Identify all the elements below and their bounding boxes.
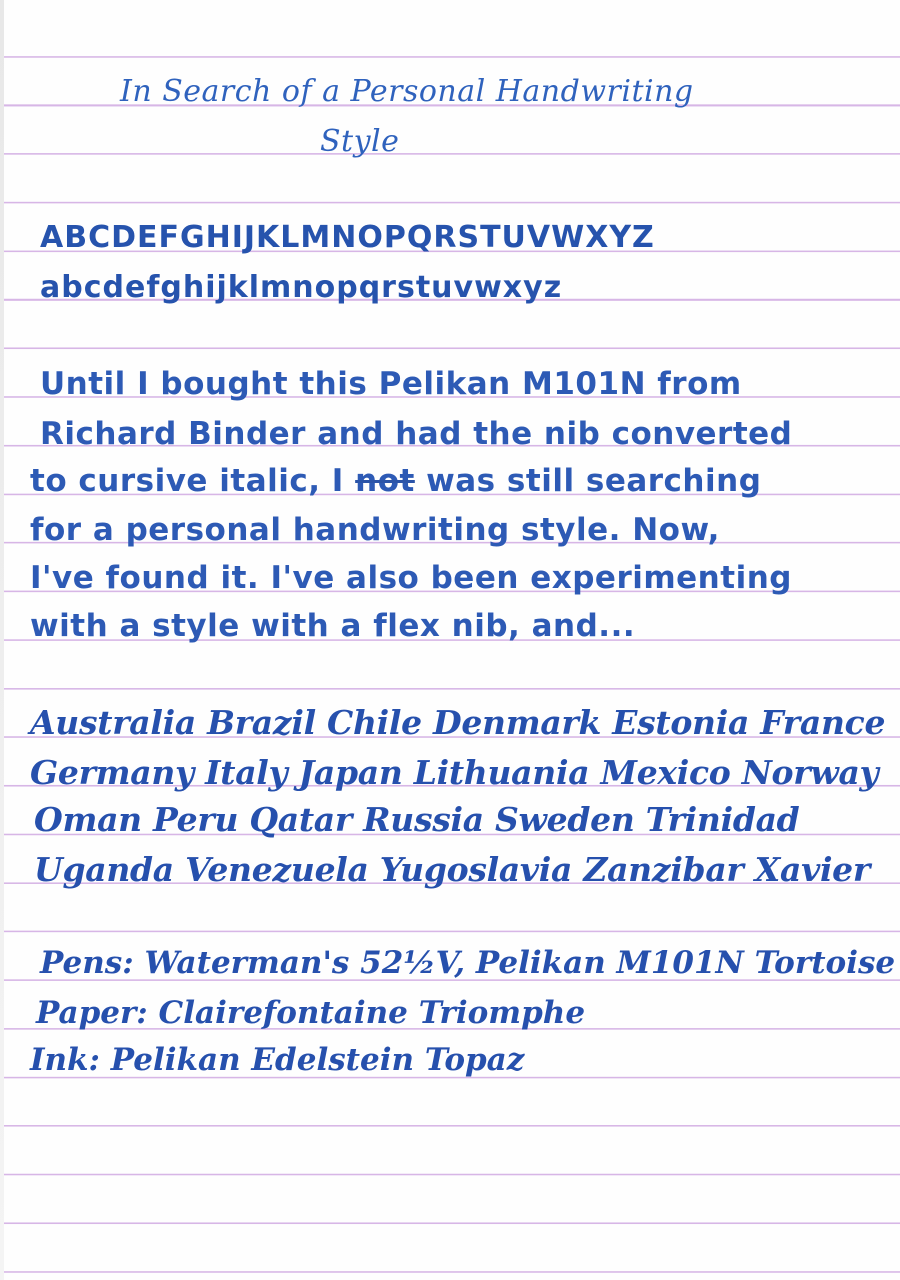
page-title-line-1: In Search of a Personal Handwriting — [120, 74, 694, 109]
pens-value: Waterman's 52½V, Pelikan M101N Tortoise — [144, 945, 896, 981]
countries-line: Uganda Venezuela Yugoslavia Zanzibar Xavier — [34, 850, 870, 889]
ink-line — [30, 1042, 524, 1078]
paper-edge — [0, 0, 4, 1280]
paragraph-line: Richard Binder and had the nib converted — [40, 416, 793, 452]
countries-line: Australia Brazil Chile Denmark Estonia France — [30, 703, 886, 742]
paragraph-line: Until I bought this Pelikan M101N from — [40, 366, 742, 402]
paragraph-line: with a style with a flex nib, and... — [30, 608, 636, 644]
alphabet-lowercase: abcdefghijklmnopqrstuvwxyz — [40, 270, 563, 305]
paragraph-line-start: to cursive italic, I — [30, 463, 344, 499]
alphabet-uppercase: ABCDEFGHIJKLMNOPQRSTUVWXYZ — [40, 220, 655, 255]
page-title-line-2: Style — [320, 124, 400, 159]
paper-label: Paper: — [36, 995, 148, 1031]
paragraph-line-end: was still searching — [426, 463, 762, 499]
ink-label: Ink: — [30, 1042, 100, 1078]
paragraph-line: I've found it. I've also been experimenting — [30, 560, 792, 596]
countries-line: Oman Peru Qatar Russia Sweden Trinidad — [34, 800, 800, 839]
countries-line: Germany Italy Japan Lithuania Mexico Norway — [30, 753, 879, 792]
paper-line — [36, 995, 585, 1031]
ink-value: Pelikan Edelstein Topaz — [110, 1042, 525, 1078]
paragraph-line-with-strike — [30, 463, 761, 499]
pens-label: Pens: — [40, 945, 134, 981]
paper-value: Clairefontaine Triomphe — [158, 995, 586, 1031]
struck-word: not — [355, 463, 415, 499]
paragraph-line: for a personal handwriting style. Now, — [30, 512, 720, 548]
pens-line — [40, 945, 895, 981]
